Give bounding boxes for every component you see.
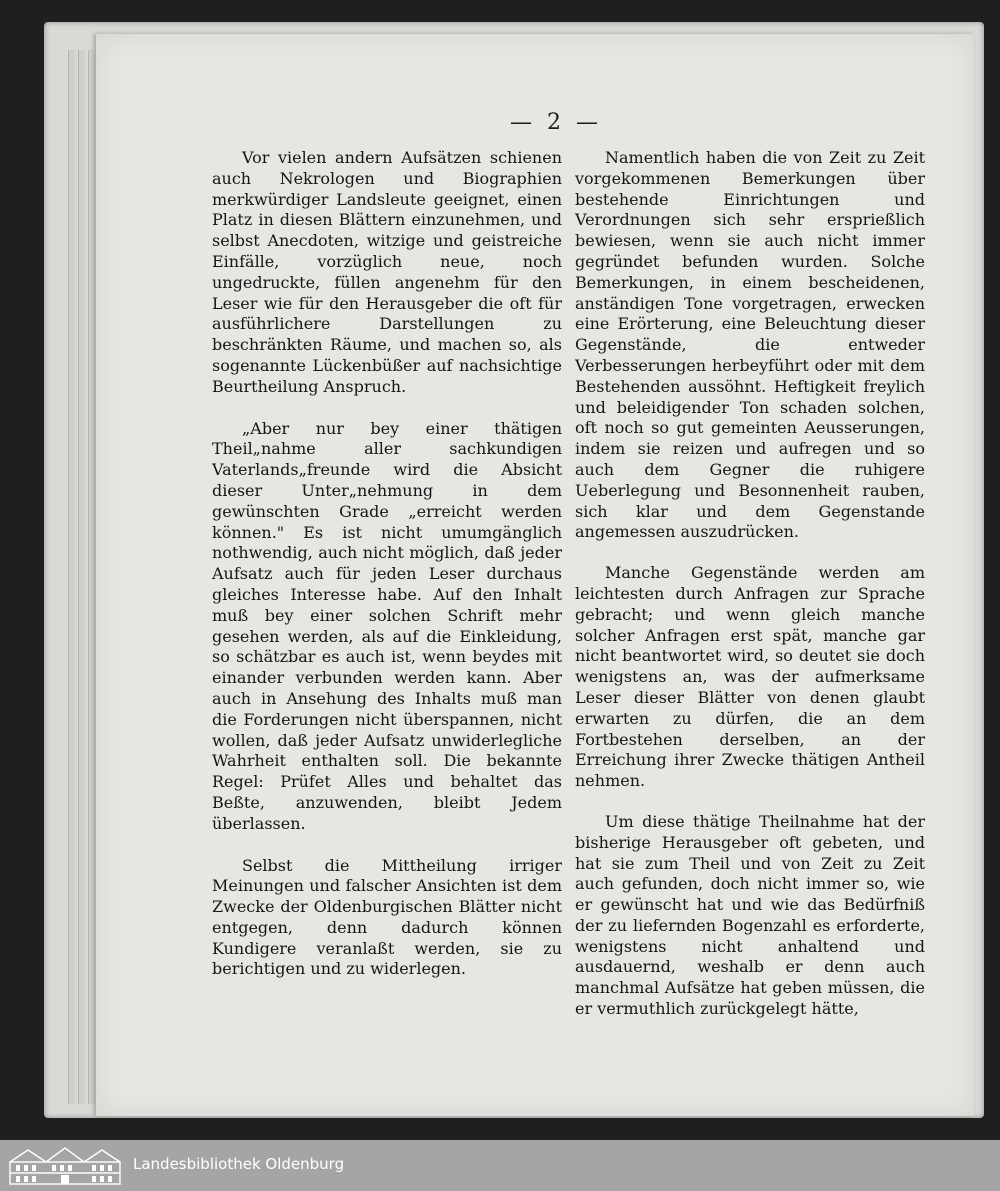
library-name: Landesbibliothek Oldenburg xyxy=(133,1155,345,1173)
text-column-right xyxy=(575,148,925,1040)
page-edge xyxy=(88,50,95,1104)
paragraph: Manche Gegenstände werden am leichtesten durch Anfragen zur Sprache gebracht; und wenn gleich manche solcher Anfragen erst spät, manche gar nicht beantwortet wird, so deutet sie doch wenigstens an, was der aufmerksame Leser dieser Blätter von denen glaubt erwarten zu dürfen, die an dem Fortbestehen derselben, an der Erreichung ihrer Zwecke thätigen Antheil nehmen. xyxy=(575,563,925,791)
paragraph: Namentlich haben die von Zeit zu Zeit vorgekommenen Bemerkungen über bestehende Einrichtungen und Verordnungen sich sehr ersprießlich bewiesen, wenn sie auch nicht immer gegründet befunden wurden. Solche Bemerkungen, in einem bescheidenen, anständigen Tone vorgetragen, erwecken eine Erörterung, eine Beleuchtung dieser Gegenstände, die entweder Verbesserungen herbeyführt oder mit dem Bestehenden aussöhnt. Heftigkeit freylich und beleidigender Ton schaden solchen, oft noch so gut gemeinten Aeusserungen, indem sie reizen und aufregen und so auch dem Gegner die ruhigere Ueberlegung und Besonnenheit rauben, sich klar und dem Gegenstande angemessen auszudrücken. xyxy=(575,148,925,542)
paragraph: „Aber nur bey einer thätigen Theil„nahme aller sachkundigen Vaterlands„freunde wird die Absicht dieser Unter„nehmung in dem gewünschten Grade „erreicht werden können." Es ist nicht umumgänglich nothwendig, auch nicht möglich, daß jeder Aufsatz auch für jeden Leser durchaus gleiches Interesse habe. Auf den Inhalt muß bey einer solchen Schrift mehr gesehen werden, als auf die Einkleidung, so schätzbar es auch ist, wenn beydes mit einander verbunden werden kann. Aber auch in Ansehung des Inhalts muß man die Forderungen nicht überspannen, nicht wollen, daß jeder Aufsatz unwiderlegliche Wahrheit enthalten soll. Die bekannte Regel: Prüfet Alles und behaltet das Beßte, anzuwenden, bleibt Jedem überlassen. xyxy=(212,418,562,833)
paragraph: Selbst die Mittheilung irriger Meinungen und falscher Ansichten ist dem Zwecke der Oldenburgischen Blätter nicht entgegen, denn dadurch können Kundigere veranlaßt werden, sie zu berichtigen und zu widerlegen. xyxy=(212,855,562,979)
library-building-icon xyxy=(8,1146,122,1186)
page-edge xyxy=(78,50,85,1104)
paragraph: Um diese thätige Theilnahme hat der bisherige Herausgeber oft gebeten, und hat sie zum Theil und von Zeit zu Zeit auch gefunden, doch nicht immer so, wie er gewünscht hat und wie das Bedürfniß der zu liefernden Bogenzahl es erforderte, wenigstens nicht anhaltend und ausdauernd, weshalb er denn auch manchmal Aufsätze hat geben müssen, die er vermuthlich zurückgelegt hätte, xyxy=(575,811,925,1019)
library-footer-bar xyxy=(0,1140,1000,1191)
paragraph: Vor vielen andern Aufsätzen schienen auch Nekrologen und Biographien merkwürdiger Landsleute geeignet, einen Platz in diesen Blättern einzunehmen, und selbst Anecdoten, witzige und geistreiche Einfälle, vorzüglich neue, noch ungedruckte, füllen angenehm für den Leser wie für den Herausgeber die oft für ausführlichere Darstellungen zu beschränkten Räume, und machen so, als sogenannte Lückenbüßer auf nachsichtige Beurtheilung Anspruch. xyxy=(212,148,562,396)
page-edge xyxy=(68,50,75,1104)
text-column-left xyxy=(212,148,562,1001)
page-number: — 2 — xyxy=(510,110,602,135)
